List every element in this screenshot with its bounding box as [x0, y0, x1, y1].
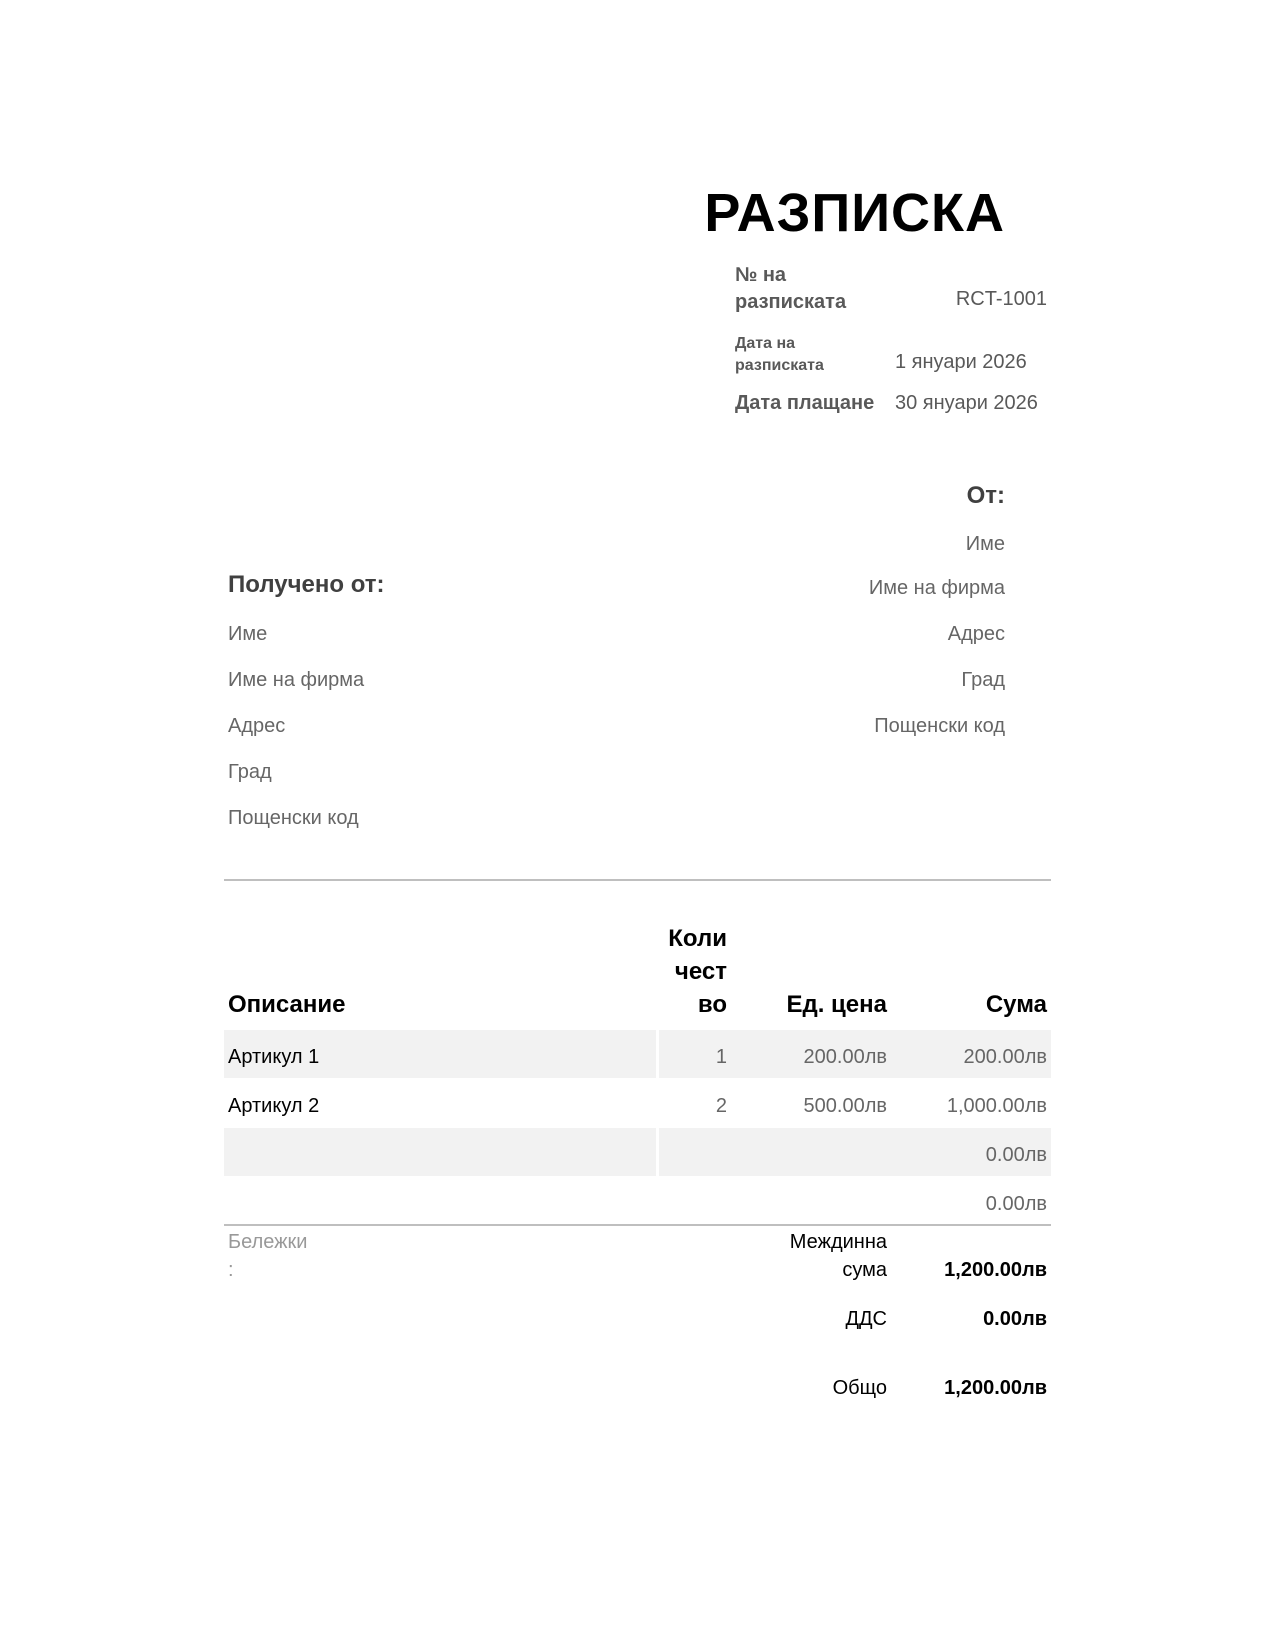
- header-description: Описание: [228, 991, 346, 1018]
- header-quantity-line: во: [697, 991, 727, 1018]
- received-from-postal-code: Пощенски код: [228, 807, 359, 829]
- from-address: Адрес: [947, 623, 1005, 645]
- row-stripe-gap: [656, 1030, 659, 1078]
- row-1-unit-price: 200.00лв: [803, 1046, 887, 1068]
- row-2-description: Артикул 2: [228, 1095, 320, 1117]
- notes-label-line: Бележки: [228, 1231, 308, 1253]
- receipt-number-label-line: № на: [735, 264, 787, 286]
- from-company: Име на фирма: [868, 577, 1005, 599]
- header-quantity: [668, 922, 727, 1021]
- subtotal-value: 1,200.00лв: [944, 1259, 1047, 1281]
- document-title: РАЗПИСКА: [704, 183, 1005, 243]
- row-stripe: [224, 1128, 1051, 1176]
- receipt-date-label-line: Дата на: [735, 335, 796, 352]
- from-city: Град: [961, 669, 1005, 691]
- receipt-number-value: RCT-1001: [955, 288, 1047, 310]
- row-2-unit-price: 500.00лв: [803, 1095, 887, 1117]
- payment-date-value: 30 януари 2026: [895, 392, 1038, 414]
- notes-label-line: :: [228, 1259, 234, 1281]
- row-stripe: [224, 1030, 1051, 1078]
- header-amount: Сума: [985, 991, 1047, 1018]
- header-unit-price: Ед. цена: [786, 991, 887, 1018]
- vat-value: 0.00лв: [983, 1308, 1047, 1330]
- table-bottom-rule: [224, 1224, 1051, 1226]
- subtotal-label-line: сума: [842, 1259, 887, 1281]
- receipt-date-label-line: разписката: [735, 357, 824, 374]
- header-quantity-line: чест: [674, 958, 727, 985]
- from-name: Име: [965, 533, 1005, 555]
- receipt-number-label: [735, 262, 846, 316]
- row-1-quantity: 1: [715, 1046, 727, 1068]
- total-label: Общо: [832, 1377, 887, 1399]
- receipt-date-value: 1 януари 2026: [895, 351, 1027, 373]
- row-2-amount: 1,000.00лв: [946, 1095, 1047, 1117]
- from-postal-code: Пощенски код: [874, 715, 1005, 737]
- row-stripe-gap: [656, 1128, 659, 1176]
- received-from-name: Име: [228, 623, 268, 645]
- subtotal-label: [790, 1228, 887, 1284]
- row-2-quantity: 2: [715, 1095, 727, 1117]
- receipt-date-label: [735, 333, 824, 377]
- row-1-description: Артикул 1: [228, 1046, 320, 1068]
- received-from-company: Име на фирма: [228, 669, 365, 691]
- row-4-amount: 0.00лв: [985, 1193, 1047, 1215]
- header-quantity-line: Коли: [668, 925, 727, 952]
- payment-date-label: Дата плащане: [735, 392, 875, 414]
- row-1-amount: 200.00лв: [963, 1046, 1047, 1068]
- subtotal-label-line: Междинна: [789, 1231, 887, 1253]
- notes-label: [228, 1228, 307, 1284]
- total-value: 1,200.00лв: [944, 1377, 1047, 1399]
- received-from-address: Адрес: [228, 715, 286, 737]
- receipt-number-label-line: разписката: [735, 291, 847, 313]
- from-heading: От:: [966, 482, 1005, 509]
- vat-label: ДДС: [845, 1308, 887, 1330]
- section-divider: [224, 879, 1051, 881]
- received-from-city: Град: [228, 761, 272, 783]
- row-3-amount: 0.00лв: [985, 1144, 1047, 1166]
- received-from-heading: Получено от:: [228, 571, 385, 598]
